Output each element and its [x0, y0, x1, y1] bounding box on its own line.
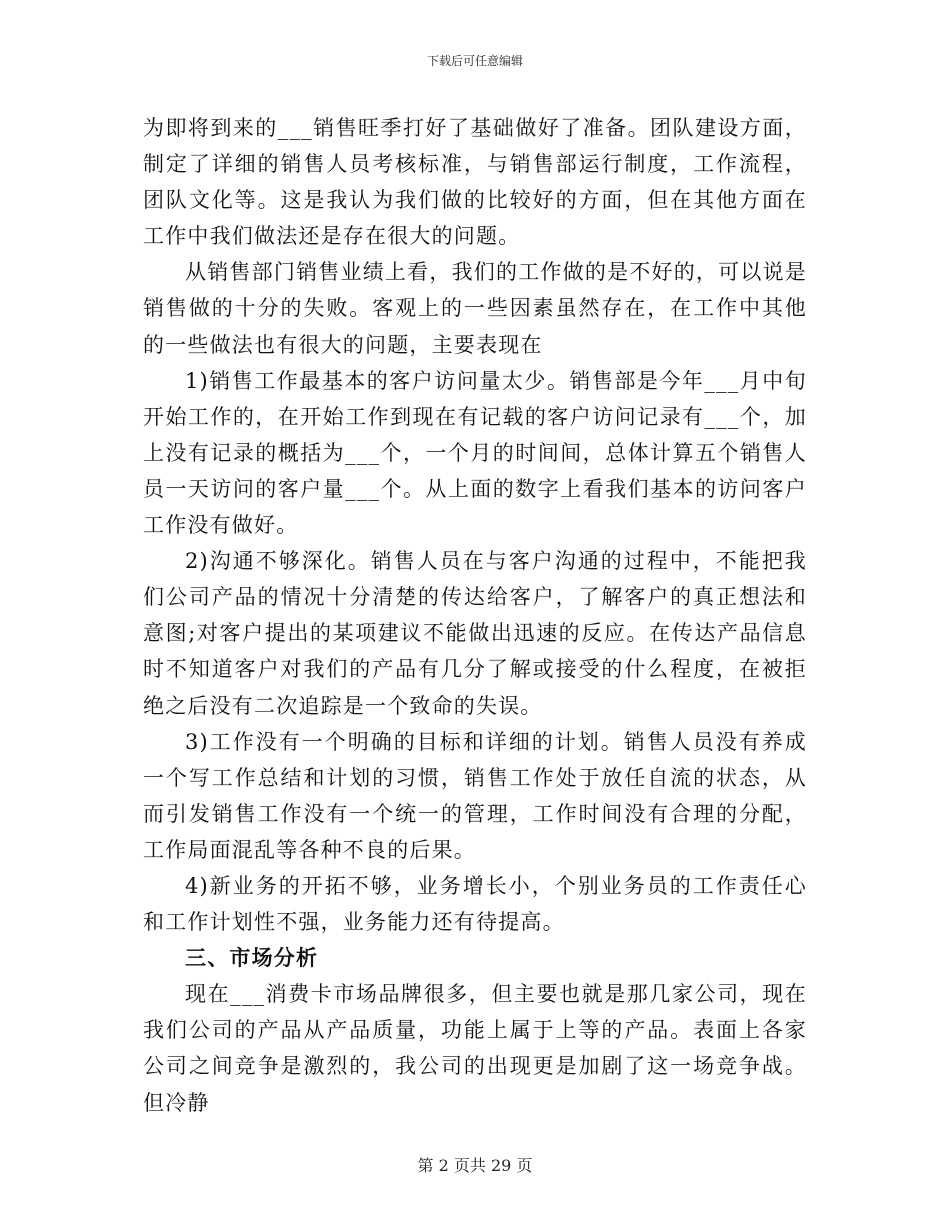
page-number: 第 2 页共 29 页: [417, 1156, 533, 1175]
paragraph-sales-performance: 从销售部门销售业绩上看，我们的工作做的是不好的，可以说是销售做的十分的失败。客观上的一些因素虽然存在，在工作中其他的一些做法也有很大的问题，主要表现在: [143, 260, 807, 357]
paragraph-issue-4: 4)新业务的开拓不够，业务增长小，个别业务员的工作责任心和工作计划性不强，业务能力还有待提高。: [143, 873, 807, 935]
paragraph-issue-3: 3)工作没有一个明确的目标和详细的计划。销售人员没有养成一个写工作总结和计划的习惯，销售工作处于放任自流的状态，从而引发销售工作没有一个统一的管理，工作时间没有合理的分配，工作局面混乱等各种不良的后果。: [143, 729, 807, 862]
document-body: [143, 110, 807, 1121]
section-heading-market-analysis: 三、市场分析: [185, 946, 319, 971]
paragraph-market-analysis: 现在___消费卡市场品牌很多，但主要也就是那几家公司，现在我们公司的产品从产品质量，功能上属于上等的产品。表面上各家公司之间竞争是激烈的，我公司的出现更是加剧了这一场竞争战。但冷静: [143, 982, 807, 1115]
paragraph-issue-2: 2)沟通不够深化。销售人员在与客户沟通的过程中，不能把我们公司产品的情况十分清楚的传达给客户，了解客户的真正想法和意图;对客户提出的某项建议不能做出迅速的反应。在传达产品信息时不知道客户对我们的产品有几分了解或接受的什么程度，在被拒绝之后没有二次追踪是一个致命的失误。: [143, 549, 807, 718]
page-header-note: 下载后可任意编辑: [426, 54, 523, 68]
paragraph-issue-1: 1)销售工作最基本的客户访问量太少。销售部是今年___月中旬开始工作的，在开始工作到现在有记载的客户访问记录有___个，加上没有记录的概括为___个，一个月的时间间，总体计算五个销售人员一天访问的客户量___个。从上面的数字上看我们基本的访问客户工作没有做好。: [143, 368, 807, 538]
paragraph-continuation: 为即将到来的___销售旺季打好了基础做好了准备。团队建设方面，制定了详细的销售人员考核标准，与销售部运行制度，工作流程，团队文化等。这是我认为我们做的比较好的方面，但在其他方面在工作中我们做法还是存在很大的问题。: [143, 116, 807, 249]
